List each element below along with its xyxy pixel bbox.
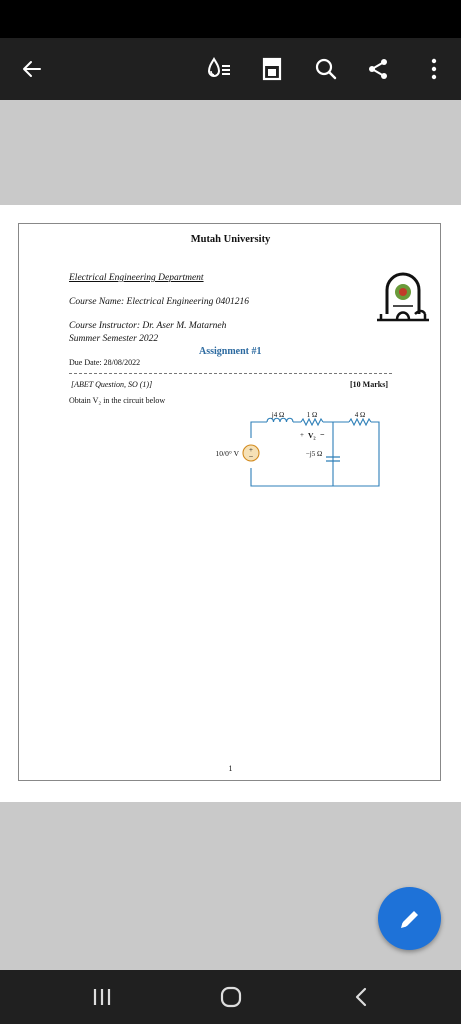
semester: Summer Semester 2022 <box>69 334 159 344</box>
source-label: 10/0° V <box>215 449 239 458</box>
status-bar <box>0 0 461 38</box>
assignment-title: Assignment #1 <box>199 346 262 357</box>
abet-label: [ABET Question, SO (1)] <box>71 380 153 389</box>
page-border <box>18 223 441 781</box>
top-toolbar <box>0 38 461 100</box>
reading-mode-icon[interactable] <box>199 38 239 100</box>
university-logo <box>375 270 431 328</box>
resistor1-label: 1 Ω <box>306 411 318 419</box>
search-icon[interactable] <box>306 38 346 100</box>
course-name: Course Name: Electrical Engineering 0401216 <box>69 297 249 307</box>
svg-text:+: + <box>249 446 253 454</box>
viewer-background <box>0 100 461 205</box>
more-options-icon[interactable] <box>414 38 454 100</box>
separator-line <box>69 373 392 374</box>
edit-button[interactable] <box>378 887 441 950</box>
plus-sign: + <box>300 431 304 439</box>
university-title: Mutah University <box>190 234 271 245</box>
navigation-bar <box>0 970 461 1024</box>
minus-sign: − <box>320 430 325 439</box>
bookmark-page-icon[interactable] <box>252 38 292 100</box>
department-heading: Electrical Engineering Department <box>69 273 204 283</box>
home-icon[interactable] <box>201 970 261 1024</box>
svg-text:−: − <box>248 452 254 461</box>
resistor2-label: 4 Ω <box>354 411 366 419</box>
pdf-page[interactable] <box>0 205 461 802</box>
edit-pencil-icon <box>397 906 423 932</box>
due-date: Due Date: 28/08/2022 <box>69 358 141 367</box>
resistor2-symbol <box>349 419 371 425</box>
circuit-diagram <box>201 410 391 490</box>
back-arrow-icon[interactable] <box>10 38 54 100</box>
page-number: 1 <box>228 764 233 773</box>
marks-label: [10 Marks] <box>350 380 388 389</box>
course-instructor: Course Instructor: Dr. Aser M. Matarneh <box>69 321 227 331</box>
back-icon[interactable] <box>331 970 391 1024</box>
question-text: Obtain V₂ in the circuit below <box>69 396 166 405</box>
recent-apps-icon[interactable] <box>72 970 132 1024</box>
capacitor-label: −j5 Ω <box>305 450 323 458</box>
v2-label: V₂ <box>308 431 316 440</box>
share-icon[interactable] <box>358 38 398 100</box>
inductor-label: j4 Ω <box>271 411 285 419</box>
resistor1-symbol <box>301 419 323 425</box>
